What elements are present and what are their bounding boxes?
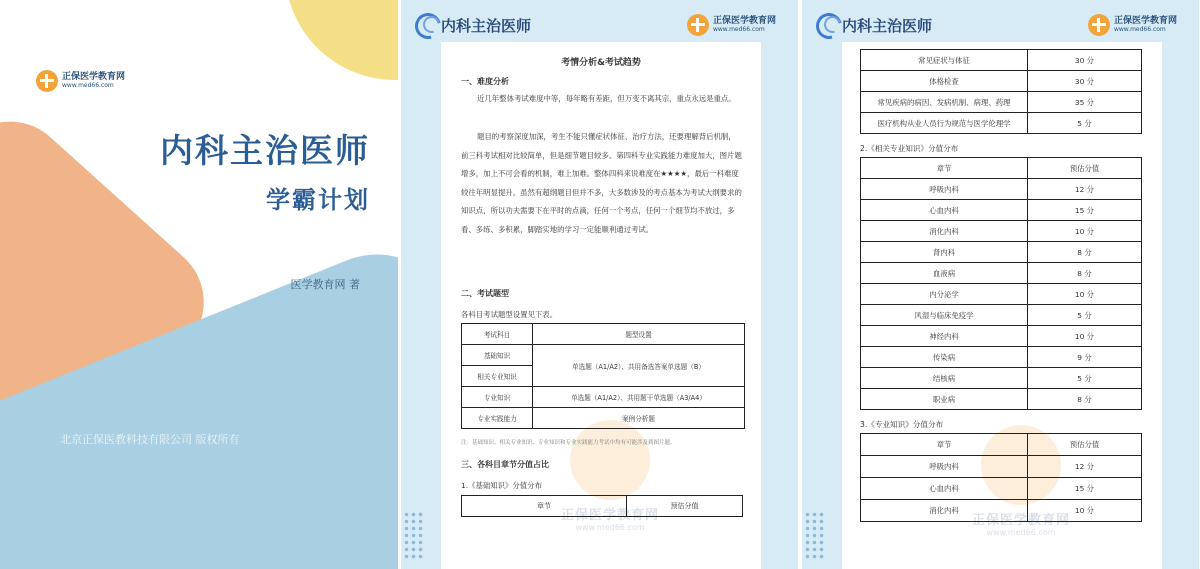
table-header-row [462,496,743,517]
table-row [861,347,1142,368]
table-row [861,221,1142,242]
logo-name: 正保医学教育网 [1113,16,1177,27]
table-row [861,113,1142,134]
table-header-row [861,434,1142,456]
table-row [861,92,1142,113]
cover-copyright: 北京正保医教科技有限公司 版权所有 [60,433,240,446]
table-cell: 30 分 [1028,50,1142,71]
table-cell: 肾内科 [861,242,1028,263]
table-cell: 单选题（A1/A2）、共用题干单选题（A3/A4） [533,387,745,408]
exam-intro: 各科目考试题型设置见下表。 [461,310,558,319]
table-cell: 10 分 [1028,221,1142,242]
table-row [861,179,1142,200]
table-cell: 35 分 [1028,92,1142,113]
table-cell: 专业实践能力 [462,408,533,429]
cover-subtitle: 学霸计划 [266,186,370,214]
basic-score-table [461,495,743,517]
table-header-cell: 章节 [462,496,627,517]
table-header-cell: 章节 [861,158,1028,179]
table-row [861,389,1142,410]
table-row [861,456,1142,478]
table-cell: 传染病 [861,347,1028,368]
table-row [462,345,745,366]
page-header [802,0,1199,42]
table-cell: 职业病 [861,389,1028,410]
table-cell: 5 分 [1028,113,1142,134]
table-cell: 内分泌学 [861,284,1028,305]
table-cell: 5 分 [1028,305,1142,326]
table-cell: 常见疾病的病因、发病机制、病理、药理 [861,92,1028,113]
table-cell: 消化内科 [861,500,1028,522]
table-cell: 8 分 [1028,263,1142,284]
table-cell: 消化内科 [861,221,1028,242]
table-cell: 心血内科 [861,478,1028,500]
table-cell: 8 分 [1028,389,1142,410]
page-sheet [842,42,1162,569]
basic-score-table-continued [860,49,1142,134]
table-header-cell: 预估分值 [1028,158,1142,179]
table-cell: 相关专业知识 [462,366,533,387]
table-cell: 12 分 [1028,179,1142,200]
related-knowledge-score-table [860,157,1142,410]
section-heading-2: 二、考试题型 [461,289,509,298]
table-cell: 结核病 [861,368,1028,389]
table-row [861,478,1142,500]
section-heading-1: 一、难度分析 [461,77,509,86]
table-row [861,200,1142,221]
logo-url: www.med66.com [1113,25,1166,33]
table-cell: 10 分 [1028,500,1142,522]
subsection-heading: 1.《基础知识》分值分布 [461,481,542,490]
table-note: 注：基础知识、相关专业知识、专业知识和专业实践能力考试中均有可能涉及到图片题。 [461,440,676,446]
table-row [861,368,1142,389]
table-cell: 8 分 [1028,242,1142,263]
table-cell: 10 分 [1028,284,1142,305]
logo-url: www.med66.com [712,25,765,33]
table-header-cell: 题型设置 [533,324,745,345]
table-header-cell: 章节 [861,434,1028,456]
table-row [861,305,1142,326]
header-title: 内科主治医师 [441,17,532,35]
table-cell: 医疗机构从业人员行为规范与医学伦理学 [861,113,1028,134]
page-header [401,0,798,42]
table-row [861,242,1142,263]
table-cell: 血液病 [861,263,1028,284]
table-header-cell: 预估分值 [627,496,743,517]
table-cell: 5 分 [1028,368,1142,389]
table-caption: 3.《专业知识》分值分布 [860,420,944,429]
logo-icon [1088,14,1110,36]
paragraph-2: 题目的考察深度加深，考生不能只懂症状体征、治疗方法，还要理解背后机制，前三科考试相对比较简单，但是细节题目较多。第四科专业实践能力难度加大，图片题增多，加上不可会看的机制，难上加难。整体四科来说难度在★★★★，最后一科难度较往年明显提升。虽然有超纲题目但并不多，大多数涉及的考点基本为考试大纲要求的知识点，所以功夫需要下在平时的点滴，任何一个考点，任何一个细节均不放过，多看、多练、多积累，脚踏实地的学习一定能顺利通过考试。 [461,132,742,234]
table-cell: 体格检查 [861,71,1028,92]
logo-url: www.med66.com [62,81,114,89]
table-header-row [462,324,745,345]
table-cell: 常见症状与体征 [861,50,1028,71]
professional-knowledge-score-table [860,433,1142,522]
paragraph-1: 近几年整体考试难度中等，每年略有差距，但万变不离其宗，重点永远是重点。 [477,94,736,103]
table-row [861,50,1142,71]
table-row [861,326,1142,347]
table-cell: 呼吸内科 [861,179,1028,200]
logo-name: 正保医学教育网 [62,72,126,83]
table-row [861,71,1142,92]
logo-icon [687,14,709,36]
table-cell: 9 分 [1028,347,1142,368]
table-row [462,387,745,408]
table-row [861,284,1142,305]
header-title: 内科主治医师 [842,17,933,35]
doc-title: 考情分析&考试趋势 [561,58,641,68]
table-header-cell: 预估分值 [1028,434,1142,456]
decor-yellow-shape [285,0,398,80]
table-cell: 15 分 [1028,478,1142,500]
exam-type-table [461,323,745,429]
logo-name: 正保医学教育网 [712,16,776,27]
table-cell: 基础知识 [462,345,533,366]
logo-icon [36,70,58,92]
table-cell: 神经内科 [861,326,1028,347]
table-caption: 2.《相关专业知识》分值分布 [860,144,959,153]
cover-author: 医学教育网 著 [290,278,360,291]
table-cell: 单选题（A1/A2）、共用备选答案单选题（B） [533,345,745,387]
table-row [861,263,1142,284]
watermark-url: www.med66.com [575,523,645,532]
document-page-2 [401,0,798,569]
table-cell: 12 分 [1028,456,1142,478]
cover-page [0,0,398,569]
page-sheet [441,42,761,569]
cover-title: 内科主治医师 [160,131,370,170]
table-cell: 心血内科 [861,200,1028,221]
table-cell: 专业知识 [462,387,533,408]
table-row [462,408,745,429]
table-cell: 风湿与临床免疫学 [861,305,1028,326]
table-cell: 15 分 [1028,200,1142,221]
watermark-name: 正保医学教育网 [972,513,1071,528]
table-header-row [861,158,1142,179]
header-logo [1088,14,1177,36]
watermark-logo-icon [570,420,650,500]
table-header-cell: 考试科目 [462,324,533,345]
watermark-name: 正保医学教育网 [561,508,660,523]
table-cell: 10 分 [1028,326,1142,347]
section-heading-3: 三、各科目章节分值占比 [461,460,549,469]
watermark-url: www.med66.com [986,528,1056,537]
table-cell: 案例分析题 [533,408,745,429]
header-logo [687,14,776,36]
decor-dots [804,511,826,561]
table-row [861,500,1142,522]
document-page-3 [802,0,1199,569]
table-cell: 30 分 [1028,71,1142,92]
table-cell: 呼吸内科 [861,456,1028,478]
decor-dots [403,511,425,561]
cover-logo [36,70,125,92]
